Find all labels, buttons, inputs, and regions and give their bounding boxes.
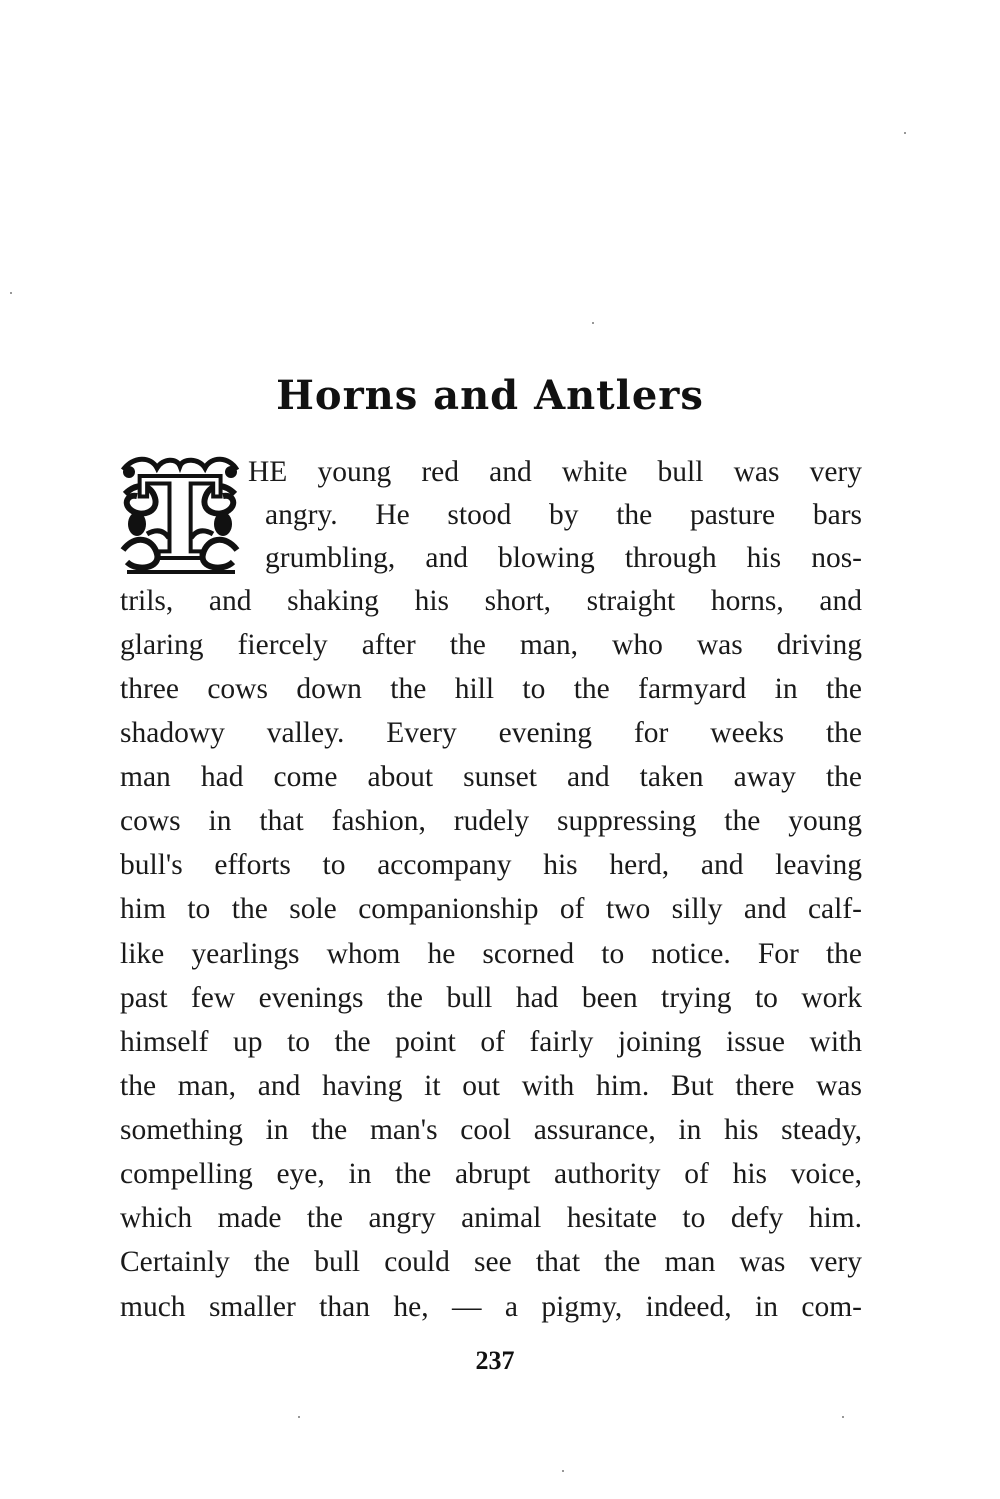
text-line: HE young red and white bull was very	[248, 456, 862, 488]
ornamental-drop-cap-t	[117, 454, 243, 574]
text-line: something in the man's cool assurance, in his steady,	[120, 1114, 862, 1146]
text-line: trils, and shaking his short, straight horns, and	[120, 585, 862, 617]
scan-speck	[298, 1416, 300, 1418]
text-line: angry. He stood by the pasture bars	[265, 499, 862, 531]
scan-speck	[842, 1416, 844, 1418]
text-line: much smaller than he, — a pigmy, indeed, in com-	[120, 1291, 862, 1323]
text-line: man had come about sunset and taken away the	[120, 761, 862, 793]
text-line: him to the sole companionship of two silly and calf-	[120, 893, 862, 925]
scan-speck	[904, 132, 906, 134]
text-line: Certainly the bull could see that the man was very	[120, 1246, 862, 1278]
text-line: cows in that fashion, rudely suppressing the young	[120, 805, 862, 837]
drop-cap-letter: T	[138, 454, 222, 574]
text-line: like yearlings whom he scorned to notice. For the	[120, 938, 862, 970]
text-line: himself up to the point of fairly joining issue with	[120, 1026, 862, 1058]
text-line: grumbling, and blowing through his nos-	[265, 542, 862, 574]
text-line: compelling eye, in the abrupt authority of his voice,	[120, 1158, 862, 1190]
scan-speck	[10, 292, 12, 294]
page-number: 237	[475, 1346, 515, 1375]
text-line: three cows down the hill to the farmyard in the	[120, 673, 862, 705]
text-line: the man, and having it out with him. But there was	[120, 1070, 862, 1102]
text-line: past few evenings the bull had been trying to work	[120, 982, 862, 1014]
chapter-title: Horns and Antlers	[276, 372, 704, 419]
text-line: which made the angry animal hesitate to defy him.	[120, 1202, 862, 1234]
scan-speck	[562, 1470, 564, 1472]
text-line: bull's efforts to accompany his herd, and leaving	[120, 849, 862, 881]
scan-speck	[592, 322, 594, 324]
text-line: shadowy valley. Every evening for weeks the	[120, 717, 862, 749]
text-line: glaring fiercely after the man, who was driving	[120, 629, 862, 661]
